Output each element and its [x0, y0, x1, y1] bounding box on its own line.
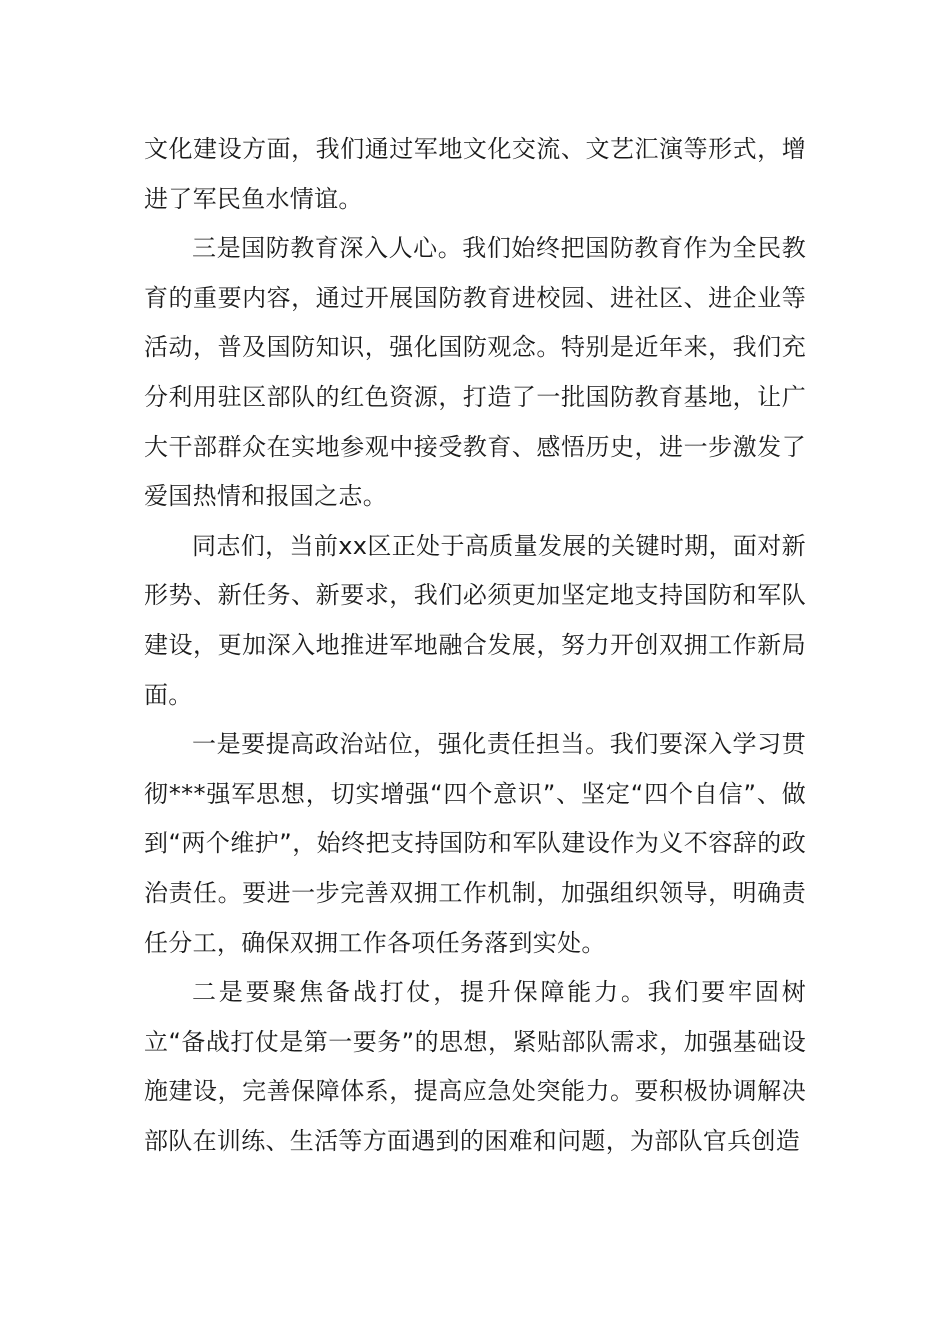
paragraph-continued: 文化建设方面，我们通过军地文化交流、文艺汇演等形式，增进了军民鱼水情谊。 — [144, 135, 806, 213]
paragraph-political-stance: 一是要提高政治站位，强化责任担当。我们要深入学习贯彻***强军思想，切实增强“四个意识”、坚定“四个自信”、做到“两个维护”，始终把支持国防和军队建设作为义不容辞的政治责任。要进一步完善双拥工作机制，加强组织领导，明确责任分工，确保双拥工作各项任务落到实处。 — [144, 730, 806, 957]
paragraph-comrades: 同志们，当前xx区正处于高质量发展的关键时期，面对新形势、新任务、新要求，我们必须更加坚定地支持国防和军队建设，更加深入地推进军地融合发展，努力开创双拥工作新局面。 — [144, 531, 806, 709]
document-body — [144, 125, 806, 1166]
paragraph-combat-readiness: 二是要聚焦备战打仗，提升保障能力。我们要牢固树立“备战打仗是第一要务”的思想，紧贴部队需求，加强基础设施建设，完善保障体系，提高应急处突能力。要积极协调解决部队在训练、生活等方面遇到的困难和问题，为部队官兵创造 — [144, 978, 806, 1155]
paragraph-national-defense-education: 三是国防教育深入人心。我们始终把国防教育作为全民教育的重要内容，通过开展国防教育进校园、进社区、进企业等活动，普及国防知识，强化国防观念。特别是近年来，我们充分利用驻区部队的红色资源，打造了一批国防教育基地，让广大干部群众在实地参观中接受教育、感悟历史，进一步激发了爱国热情和报国之志。 — [144, 234, 806, 511]
